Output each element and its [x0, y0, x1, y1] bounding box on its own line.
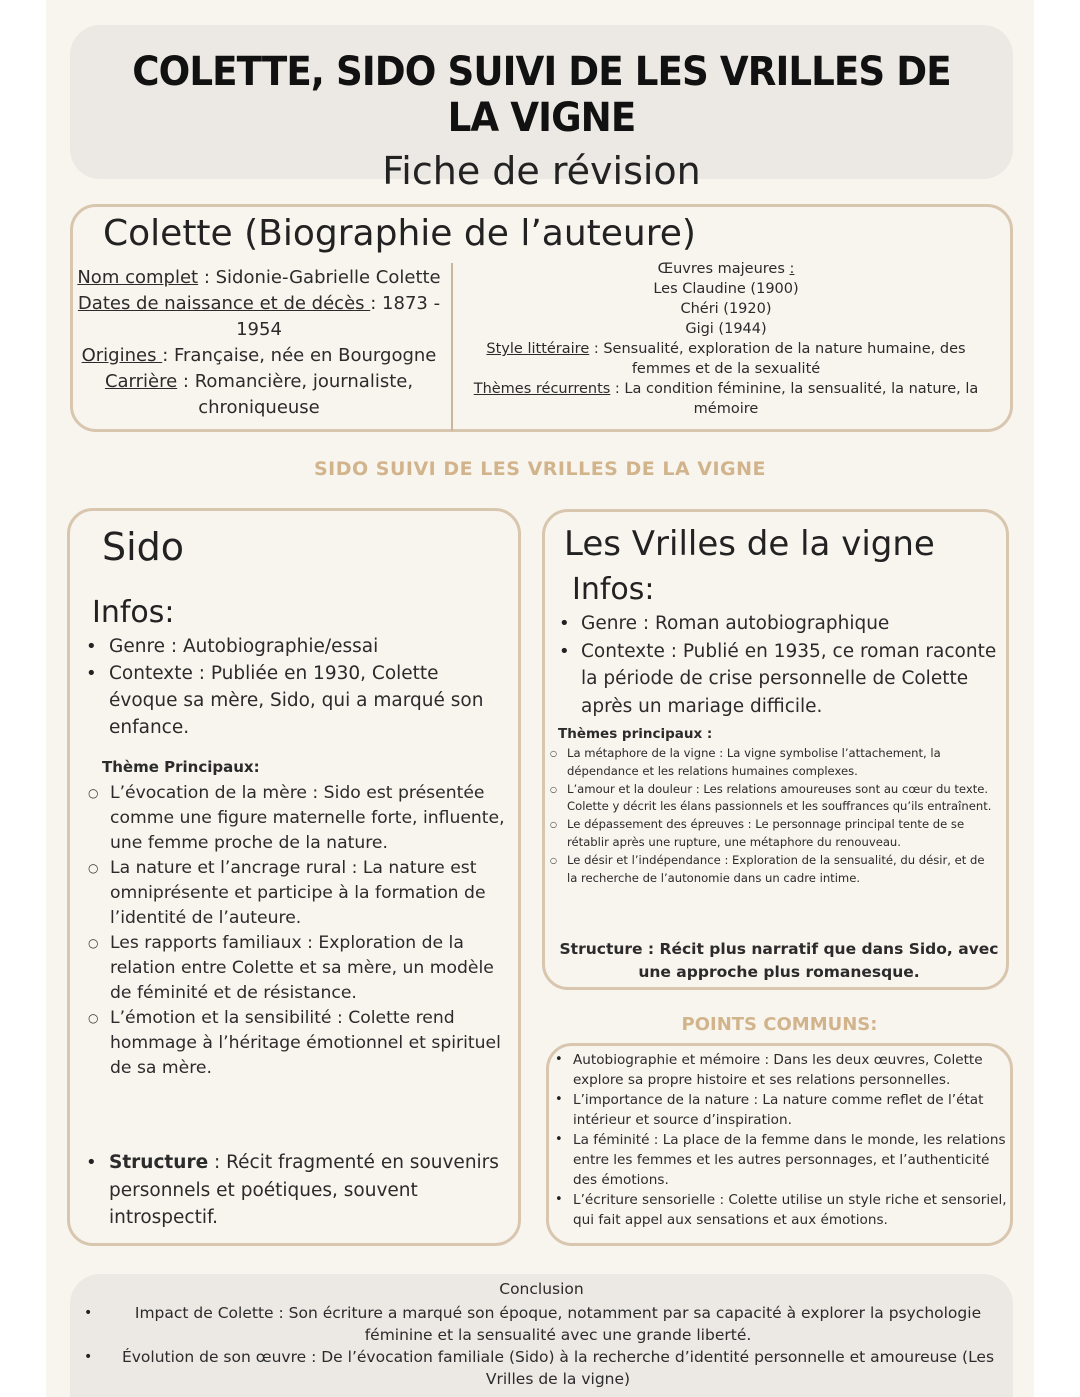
full-name-label: Nom complet — [77, 267, 199, 288]
list-item: ○ Les rapports familiaux : Exploration de la relation entre Colette et sa mère, un modèle de féminité et de résistance. — [86, 931, 506, 1006]
list-item: • Autobiographie et mémoire : Dans les deux œuvres, Colette explore sa propre histoire et ses relations personnelles. — [555, 1050, 1009, 1090]
vrilles-themes-heading: Thèmes principaux : — [558, 726, 713, 742]
page-title: COLETTE, SIDO SUIVI DE LES VRILLES DE LA VIGNE — [132, 49, 951, 141]
list-item: ○ Le dépassement des épreuves : Le personnage principal tente de se rétablir après une rupture, une métaphore du renouveau. — [550, 816, 998, 852]
list-item: • La féminité : La place de la femme dans le monde, les relations entre les femmes et les autres personnages, et l’authenticité des émotions. — [555, 1130, 1009, 1190]
origins-line — [77, 343, 441, 369]
work-item: Chéri (1920) — [680, 301, 772, 317]
list-item: ○ L’émotion et la sensibilité : Colette rend hommage à l’héritage émotionnel et spirituel de sa mère. — [86, 1006, 506, 1081]
list-item: ○ L’amour et la douleur : Les relations amoureuses sont au cœur du texte. Colette y décrit les élans passionnels et les souffrances qu’ils entraînent. — [550, 781, 998, 817]
structure-value: : Récit fragmenté en souvenirs personnels et poétiques, souvent introspectif. — [109, 1152, 499, 1228]
full-name-value: : Sidonie-Gabrielle Colette — [198, 267, 441, 288]
career-line — [77, 369, 441, 421]
career-label: Carrière — [104, 371, 178, 392]
career-value: : Romancière, journaliste, chroniqueuse — [177, 371, 414, 418]
header-banner — [70, 25, 1013, 193]
origins-label: Origines — [81, 345, 163, 366]
list-item: ○ L’évocation de la mère : Sido est présentée comme une figure maternelle forte, influente, une femme proche de la nature. — [86, 781, 506, 856]
work-item: Les Claudine (1900) — [653, 281, 799, 297]
list-item: • Genre : Roman autobiographique — [557, 610, 997, 638]
list-item: • Contexte : Publié en 1935, ce roman raconte la période de crise personnelle de Colette après un mariage difficile. — [557, 638, 997, 721]
vrilles-title: Les Vrilles de la vigne — [564, 524, 935, 564]
full-name-line — [77, 265, 441, 291]
page-subtitle: Fiche de révision — [382, 149, 701, 193]
biography-card — [70, 204, 1013, 432]
conclusion-panel — [70, 1274, 1013, 1397]
sido-structure-list — [84, 1149, 504, 1232]
list-item: • Évolution de son œuvre : De l’évocation familiale (Sido) à la recherche d’identité personnelle et amoureuse (Les Vrilles de la vigne) — [78, 1346, 1008, 1390]
list-item: • Impact de Colette : Son écriture a marqué son époque, notamment par sa capacité à explorer la psychologie féminine et la sensualité avec une grande liberté. — [78, 1302, 1008, 1346]
commons-card — [546, 1043, 1013, 1246]
origins-value: : Française, née en Bourgogne — [162, 345, 437, 366]
themes-value: : La condition féminine, la sensualité, la nature, la mémoire — [610, 381, 979, 417]
conclusion-title: Conclusion — [499, 1280, 584, 1298]
style-label: Style littéraire — [486, 341, 590, 357]
conclusion-list — [78, 1302, 1008, 1390]
style-line — [461, 339, 991, 379]
vrilles-structure: Structure : Récit plus narratif que dans Sido, avec une approche plus romanesque. — [559, 940, 999, 981]
biography-facts — [77, 265, 441, 421]
vrilles-themes-list — [550, 745, 998, 887]
sido-card — [67, 508, 521, 1246]
list-item: • Contexte : Publiée en 1930, Colette évoque sa mère, Sido, qui a marqué son enfance. — [84, 660, 504, 741]
list-item: • L’importance de la nature : La nature comme reflet de l’état intérieur et source d’inspiration. — [555, 1090, 1009, 1130]
list-item: ○ La métaphore de la vigne : La vigne symbolise l’attachement, la dépendance et les relations humaines complexes. — [550, 745, 998, 781]
vrilles-infos-label: Infos: — [572, 572, 655, 607]
sido-infos-label: Infos: — [92, 595, 175, 630]
structure-label: Structure — [109, 1152, 209, 1173]
section-title: SIDO SUIVI DE LES VRILLES DE LA VIGNE — [313, 458, 767, 480]
sido-title: Sido — [102, 525, 185, 569]
list-item: • L’écriture sensorielle : Colette utilise un style riche et sensoriel, qui fait appel aux sensations et aux émotions. — [555, 1190, 1009, 1230]
works-label: Œuvres majeures — [657, 261, 790, 277]
list-item: ○ La nature et l’ancrage rural : La nature est omniprésente et participe à la formation de l’identité de l’auteure. — [86, 856, 506, 931]
list-item: ○ Le désir et l’indépendance : Exploration de la sensualité, du désir, et de la recherche de l’autonomie dans un cadre intime. — [550, 852, 998, 888]
dates-label: Dates de naissance et de décès — [77, 293, 371, 314]
dates-value: : 1873 - 1954 — [236, 293, 441, 340]
works-line — [461, 259, 991, 279]
biography-heading: Colette (Biographie de l’auteure) — [103, 213, 696, 254]
sido-themes-list — [86, 781, 506, 1081]
style-value: : Sensualité, exploration de la nature humaine, des femmes et de la sexualité — [589, 341, 966, 377]
themes-label: Thèmes récurrents — [473, 381, 611, 397]
biography-divider — [451, 263, 453, 431]
sido-themes-heading: Thème Principaux: — [102, 758, 260, 776]
work-item: Gigi (1944) — [685, 321, 767, 337]
sido-infos-list — [84, 633, 504, 741]
dates-line — [77, 291, 441, 343]
commons-list — [555, 1050, 1009, 1230]
vrilles-card — [542, 509, 1009, 990]
biography-works — [461, 259, 991, 419]
commons-title: POINTS COMMUNS: — [681, 1014, 878, 1035]
list-item: • Genre : Autobiographie/essai — [84, 633, 504, 660]
themes-line — [461, 379, 991, 419]
works-colon: : — [789, 261, 795, 277]
sido-structure — [84, 1149, 504, 1232]
vrilles-infos-list — [557, 610, 997, 720]
